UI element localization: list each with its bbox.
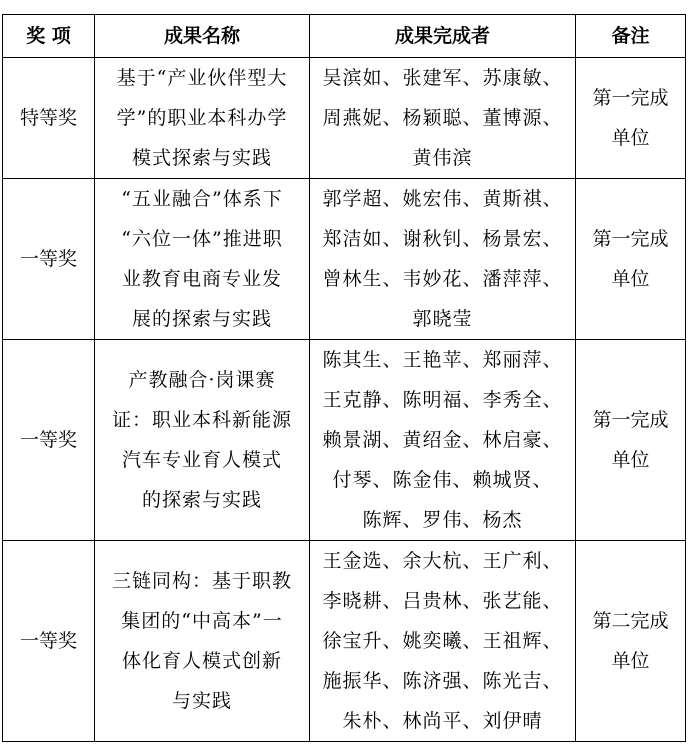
- table-row: [3, 541, 686, 742]
- authors-cell: [310, 340, 576, 541]
- authors-cell: [310, 179, 576, 340]
- author-line: 曾林生、韦妙花、潘萍萍、: [322, 268, 563, 290]
- header-name: 成果名称: [95, 15, 310, 58]
- name-line: 展的探索与实践: [131, 308, 272, 330]
- author-line: 郭学超、姚宏伟、黄斯祺、: [322, 188, 563, 210]
- table-row: [3, 179, 686, 340]
- header-award: 奖 项: [3, 15, 95, 58]
- name-line: 模式探索与实践: [131, 147, 272, 169]
- authors-cell: [310, 541, 576, 742]
- name-line: 基于“产业伙伴型大: [116, 67, 288, 89]
- name-line: 业教育电商专业发: [121, 268, 282, 290]
- note-line: 第一完成: [592, 87, 669, 109]
- author-line: 郑洁如、谢秋钊、杨景宏、: [322, 228, 563, 250]
- author-line: 赖景湖、黄绍金、林启豪、: [322, 429, 563, 451]
- note-line: 第一完成: [592, 228, 669, 250]
- author-line: 陈辉、罗伟、杨杰: [362, 509, 523, 531]
- author-line: 王金选、余大杭、王广利、: [322, 550, 563, 572]
- name-cell: [95, 541, 310, 742]
- name-line: “五业融合”体系下: [121, 188, 283, 210]
- author-line: 周燕妮、杨颖聪、董博源、: [322, 107, 563, 129]
- note-cell: [576, 541, 686, 742]
- name-cell: [95, 58, 310, 179]
- name-cell: [95, 179, 310, 340]
- name-line: 学”的职业本科办学: [116, 107, 288, 129]
- name-line: 集团的“中高本”一: [121, 610, 283, 632]
- author-line: 李晓耕、吕贵林、张艺能、: [322, 590, 563, 612]
- author-line: 施振华、陈济强、陈光吉、: [322, 670, 563, 692]
- name-line: 三链同构：基于职教: [111, 570, 292, 592]
- note-line: 单位: [611, 449, 650, 471]
- table-row: [3, 58, 686, 179]
- award-cell: 一等奖: [3, 340, 95, 541]
- name-line: 与实践: [171, 690, 232, 712]
- name-line: 产教融合·岗课赛: [128, 369, 276, 391]
- name-line: “六位一体”推进职: [121, 228, 283, 250]
- header-note: 备注: [576, 15, 686, 58]
- author-line: 王克静、陈明福、李秀全、: [322, 389, 563, 411]
- note-line: 单位: [611, 127, 650, 149]
- authors-cell: [310, 58, 576, 179]
- author-line: 付琴、陈金伟、赖城贤、: [332, 469, 553, 491]
- note-cell: [576, 179, 686, 340]
- award-cell: 一等奖: [3, 541, 95, 742]
- author-line: 陈其生、王艳苹、郑丽萍、: [322, 349, 563, 371]
- note-line: 第一完成: [592, 409, 669, 431]
- note-line: 单位: [611, 268, 650, 290]
- table-header: [3, 15, 686, 58]
- author-line: 朱朴、林尚平、刘伊晴: [342, 710, 543, 732]
- table-body: [3, 58, 686, 742]
- name-cell: [95, 340, 310, 541]
- note-cell: [576, 340, 686, 541]
- name-line: 体化育人模式创新: [121, 650, 282, 672]
- name-line: 的探索与实践: [141, 489, 262, 511]
- award-cell: 一等奖: [3, 179, 95, 340]
- header-authors: 成果完成者: [310, 15, 576, 58]
- author-line: 徐宝升、姚奕曦、王祖辉、: [322, 630, 563, 652]
- awards-table: [2, 14, 686, 742]
- note-line: 第二完成: [592, 610, 669, 632]
- award-cell: 特等奖: [3, 58, 95, 179]
- header-row: [3, 15, 686, 58]
- table-row: [3, 340, 686, 541]
- note-cell: [576, 58, 686, 179]
- note-line: 单位: [611, 650, 650, 672]
- name-line: 证：职业本科新能源: [111, 409, 292, 431]
- name-line: 汽车专业育人模式: [121, 449, 282, 471]
- author-line: 吴滨如、张建军、苏康敏、: [322, 67, 563, 89]
- author-line: 郭晓莹: [412, 308, 473, 330]
- author-line: 黄伟滨: [412, 147, 473, 169]
